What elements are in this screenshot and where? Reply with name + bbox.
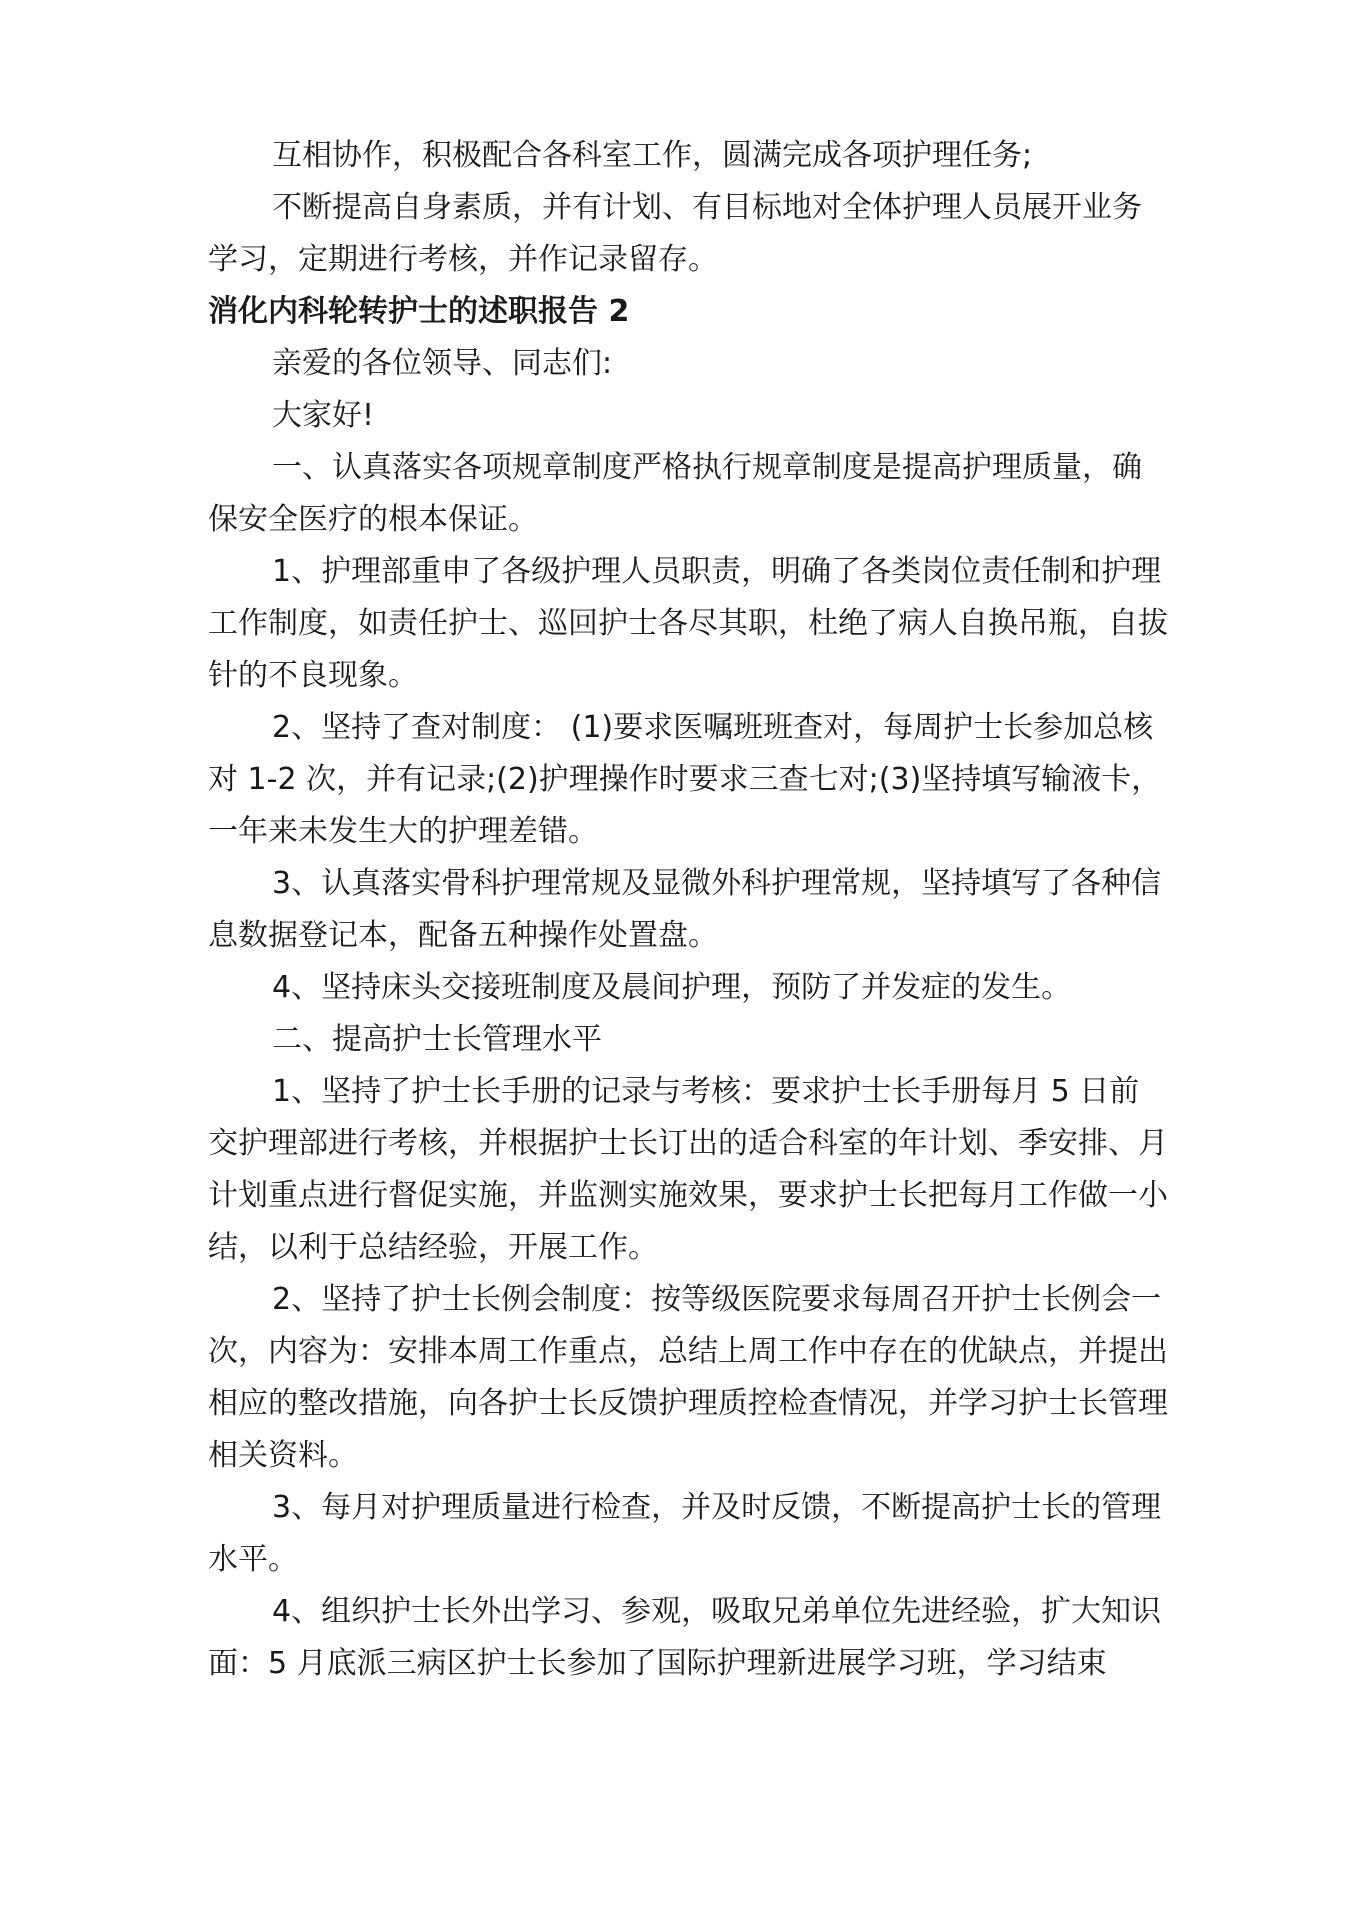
- paragraph: 一、认真落实各项规章制度严格执行规章制度是提高护理质量，确保安全医疗的根本保证。: [208, 450, 1142, 537]
- paragraph: 大家好!: [272, 398, 375, 433]
- paragraph: 二、提高护士长管理水平: [272, 1022, 602, 1057]
- document-page: [208, 130, 1168, 1690]
- paragraph: 亲爱的各位领导、同志们:: [272, 346, 613, 381]
- paragraph: 4、坚持床头交接班制度及晨间护理，预防了并发症的发生。: [272, 970, 1072, 1005]
- paragraph: 2、坚持了查对制度： (1)要求医嘱班班查对，每周护士长参加总核对 1-2 次，并有记录;(2)护理操作时要求三查七对;(3)坚持填写输液卡，一年来未发生大的护理差错。: [208, 710, 1162, 849]
- section-heading: 消化内科轮转护士的述职报告 2: [208, 294, 630, 329]
- paragraph: 2、坚持了护士长例会制度：按等级医院要求每周召开护士长例会一次，内容为：安排本周工作重点，总结上周工作中存在的优缺点，并提出相应的整改措施，向各护士长反馈护理质控检查情况，并学习护士长管理相关资料。: [208, 1282, 1168, 1473]
- paragraph: 1、坚持了护士长手册的记录与考核：要求护士长手册每月 5 日前交护理部进行考核，并根据护士长订出的适合科室的年计划、季安排、月计划重点进行督促实施，并监测实施效果，要求护士长把每月工作做一小结，以利于总结经验，开展工作。: [208, 1074, 1168, 1265]
- paragraph: 1、护理部重申了各级护理人员职责，明确了各类岗位责任制和护理工作制度，如责任护士、巡回护士各尽其职，杜绝了病人自换吊瓶，自拔针的不良现象。: [208, 554, 1168, 693]
- paragraph: 3、每月对护理质量进行检查，并及时反馈，不断提高护士长的管理水平。: [208, 1490, 1162, 1577]
- paragraph: 3、认真落实骨科护理常规及显微外科护理常规，坚持填写了各种信息数据登记本，配备五种操作处置盘。: [208, 866, 1162, 953]
- paragraph: 互相协作，积极配合各科室工作，圆满完成各项护理任务;: [272, 138, 1033, 173]
- paragraph: 不断提高自身素质，并有计划、有目标地对全体护理人员展开业务学习，定期进行考核，并作记录留存。: [208, 190, 1142, 277]
- paragraph: 4、组织护士长外出学习、参观，吸取兄弟单位先进经验，扩大知识面：5 月底派三病区护士长参加了国际护理新进展学习班，学习结束: [208, 1594, 1162, 1681]
